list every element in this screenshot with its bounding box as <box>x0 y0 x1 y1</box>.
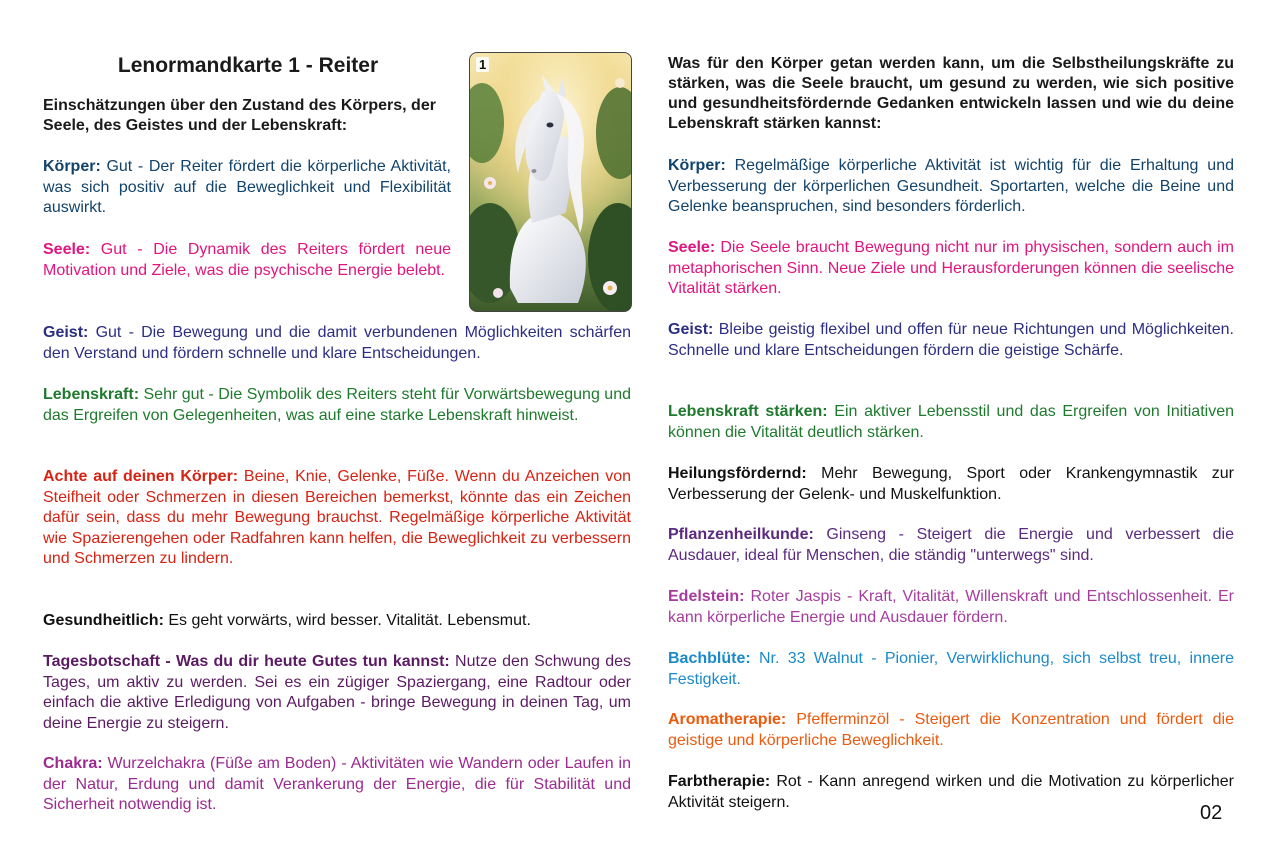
right-edelstein-text: Roter Jaspis - Kraft, Vitalität, Willenskraft und Entschlossenheit. Er kann körperliche Energie und Ausdauer fördern. <box>668 588 1234 626</box>
card-number: 1 <box>476 57 489 72</box>
right-pflanzen-text: Ginseng - Steigert die Energie und verbessert die Ausdauer, ideal für Menschen, die ständig "unterwegs" sind. <box>668 526 1235 564</box>
page-number: 02 <box>1200 802 1223 824</box>
card-image <box>469 52 632 312</box>
right-seele-block <box>668 238 1234 300</box>
right-aroma-label: Aromatherapie: <box>668 711 787 728</box>
right-edelstein-label: Edelstein: <box>668 588 745 605</box>
left-gesundheitlich-text: Es geht vorwärts, wird besser. Vitalität. Lebensmut. <box>168 612 531 629</box>
right-koerper-block <box>668 156 1234 218</box>
left-koerper-label: Körper: <box>43 158 101 175</box>
left-tagesbotschaft-block <box>43 652 631 734</box>
left-gesundheitlich-block <box>43 611 631 632</box>
left-seele-block <box>43 240 451 281</box>
right-edelstein-block <box>668 587 1234 628</box>
left-lebenskraft-text: Sehr gut - Die Symbolik des Reiters steht für Vorwärtsbewegung und das Ergreifen von Gelegenheiten, was auf eine starke Lebenskraft hinweist. <box>43 386 631 424</box>
left-chakra-text: Wurzelchakra (Füße am Boden) - Aktivitäten wie Wandern oder Laufen in der Natur, Erdung und damit Verankerung der Energie, die für Stabilität und Sicherheit notwendig ist. <box>43 755 631 813</box>
intro-left: Einschätzungen über den Zustand des Körpers, der Seele, des Geistes und der Lebenskraft: <box>43 97 436 134</box>
right-lebenskraft-label: Lebenskraft stärken: <box>668 403 828 420</box>
intro-right: Was für den Körper getan werden kann, um die Selbstheilungskräfte zu stärken, was die Seele braucht, um gesund zu werden, wie sich positive und gesundheitsfördernde Gedanken entwickeln lassen und wie du deine Lebenskraft stärken kannst: <box>668 55 1234 132</box>
page-title: Lenormandkarte 1 - Reiter <box>117 54 379 77</box>
left-chakra-block <box>43 754 631 816</box>
left-koerper-text: Gut - Der Reiter fördert die körperliche Aktivität, was sich positiv auf die Beweglichkeit und Flexibilität auswirkt. <box>43 158 451 216</box>
right-aroma-block <box>668 710 1234 751</box>
right-aroma-text: Pfefferminzöl - Steigert die Konzentration und fördert die geistige und körperliche Beweglichkeit. <box>668 711 1234 749</box>
right-farbtherapie-block <box>668 772 1234 813</box>
right-pflanzen-block <box>668 525 1234 566</box>
left-tagesbotschaft-text: Nutze den Schwung des Tages, um aktiv zu werden. Sei es ein zügiger Spaziergang, eine Radtour oder einfach die aktive Erledigung von Aufgaben - bringe Bewegung in deinen Tag, um deine Energie zu steigern. <box>43 653 632 732</box>
right-bachbluete-block <box>668 649 1234 690</box>
left-koerper-block <box>43 157 451 219</box>
right-bachbluete-label: Bachblüte: <box>668 650 751 667</box>
right-farbtherapie-label: Farbtherapie: <box>668 773 771 790</box>
horse-illustration <box>470 53 631 311</box>
left-gesundheitlich-label: Gesundheitlich: <box>43 612 164 629</box>
right-farbtherapie-text: Rot - Kann anregend wirken und die Motivation zu körperlicher Aktivität steigern. <box>668 773 1235 811</box>
right-pflanzen-label: Pflanzenheilkunde: <box>668 526 814 543</box>
right-heilung-label: Heilungsfördernd: <box>668 465 807 482</box>
right-seele-text: Die Seele braucht Bewegung nicht nur im physischen, sondern auch im metaphorischen Sinn. Neue Ziele und Herausforderungen können die seelische Vitalität stärken. <box>668 239 1235 297</box>
left-seele-label: Seele: <box>43 241 91 258</box>
left-tagesbotschaft-label: Tagesbotschaft - Was du dir heute Gutes tun kannst: <box>43 653 450 670</box>
right-koerper-label: Körper: <box>668 157 726 174</box>
left-geist-text: Gut - Die Bewegung und die damit verbundenen Möglichkeiten schärfen den Verstand und fördern schnelle und klare Entscheidungen. <box>43 324 631 362</box>
right-seele-label: Seele: <box>668 239 716 256</box>
right-geist-text: Bleibe geistig flexibel und offen für neue Richtungen und Möglichkeiten. Schnelle und klare Entscheidungen fördern die geistige Schärfe. <box>668 321 1234 359</box>
right-koerper-text: Regelmäßige körperliche Aktivität ist wichtig für die Erhaltung und Verbesserung der körperlichen Gesundheit. Sportarten, welche die Beine und Gelenke beanspruchen, sind besonders förderlich. <box>668 157 1234 215</box>
right-lebenskraft-text: Ein aktiver Lebensstil und das Ergreifen von Initiativen können die Vitalität deutlich stärken. <box>668 403 1235 441</box>
left-achte-text: Beine, Knie, Gelenke, Füße. Wenn du Anzeichen von Steifheit oder Schmerzen in diesen Bereichen bemerkst, könnte das ein Zeichen dafür sein, dass du mehr Bewegung brauchst. Regelmäßige körperliche Aktivität wie Spazierengehen oder Radfahren kann helfen, die Beweglichkeit zu verbessern und Schmerzen zu lindern. <box>43 468 631 567</box>
left-seele-text: Gut - Die Dynamik des Reiters fördert neue Motivation und Ziele, was die psychische Energie belebt. <box>43 241 451 279</box>
right-heilung-text: Mehr Bewegung, Sport oder Krankengymnastik zur Verbesserung der Gelenk- und Muskelfunktion. <box>668 465 1234 503</box>
left-lebenskraft-label: Lebenskraft: <box>43 386 140 403</box>
left-achte-label: Achte auf deinen Körper: <box>43 468 239 485</box>
right-heilung-block <box>668 464 1234 505</box>
left-geist-block <box>43 323 631 364</box>
left-lebenskraft-block <box>43 385 631 426</box>
left-geist-label: Geist: <box>43 324 89 341</box>
left-chakra-label: Chakra: <box>43 755 103 772</box>
left-achte-block <box>43 467 631 570</box>
right-bachbluete-text: Nr. 33 Walnut - Pionier, Verwirklichung, sich selbst treu, innere Festigkeit. <box>668 650 1234 688</box>
right-geist-label: Geist: <box>668 321 714 338</box>
right-geist-block <box>668 320 1234 361</box>
right-lebenskraft-block <box>668 402 1234 443</box>
